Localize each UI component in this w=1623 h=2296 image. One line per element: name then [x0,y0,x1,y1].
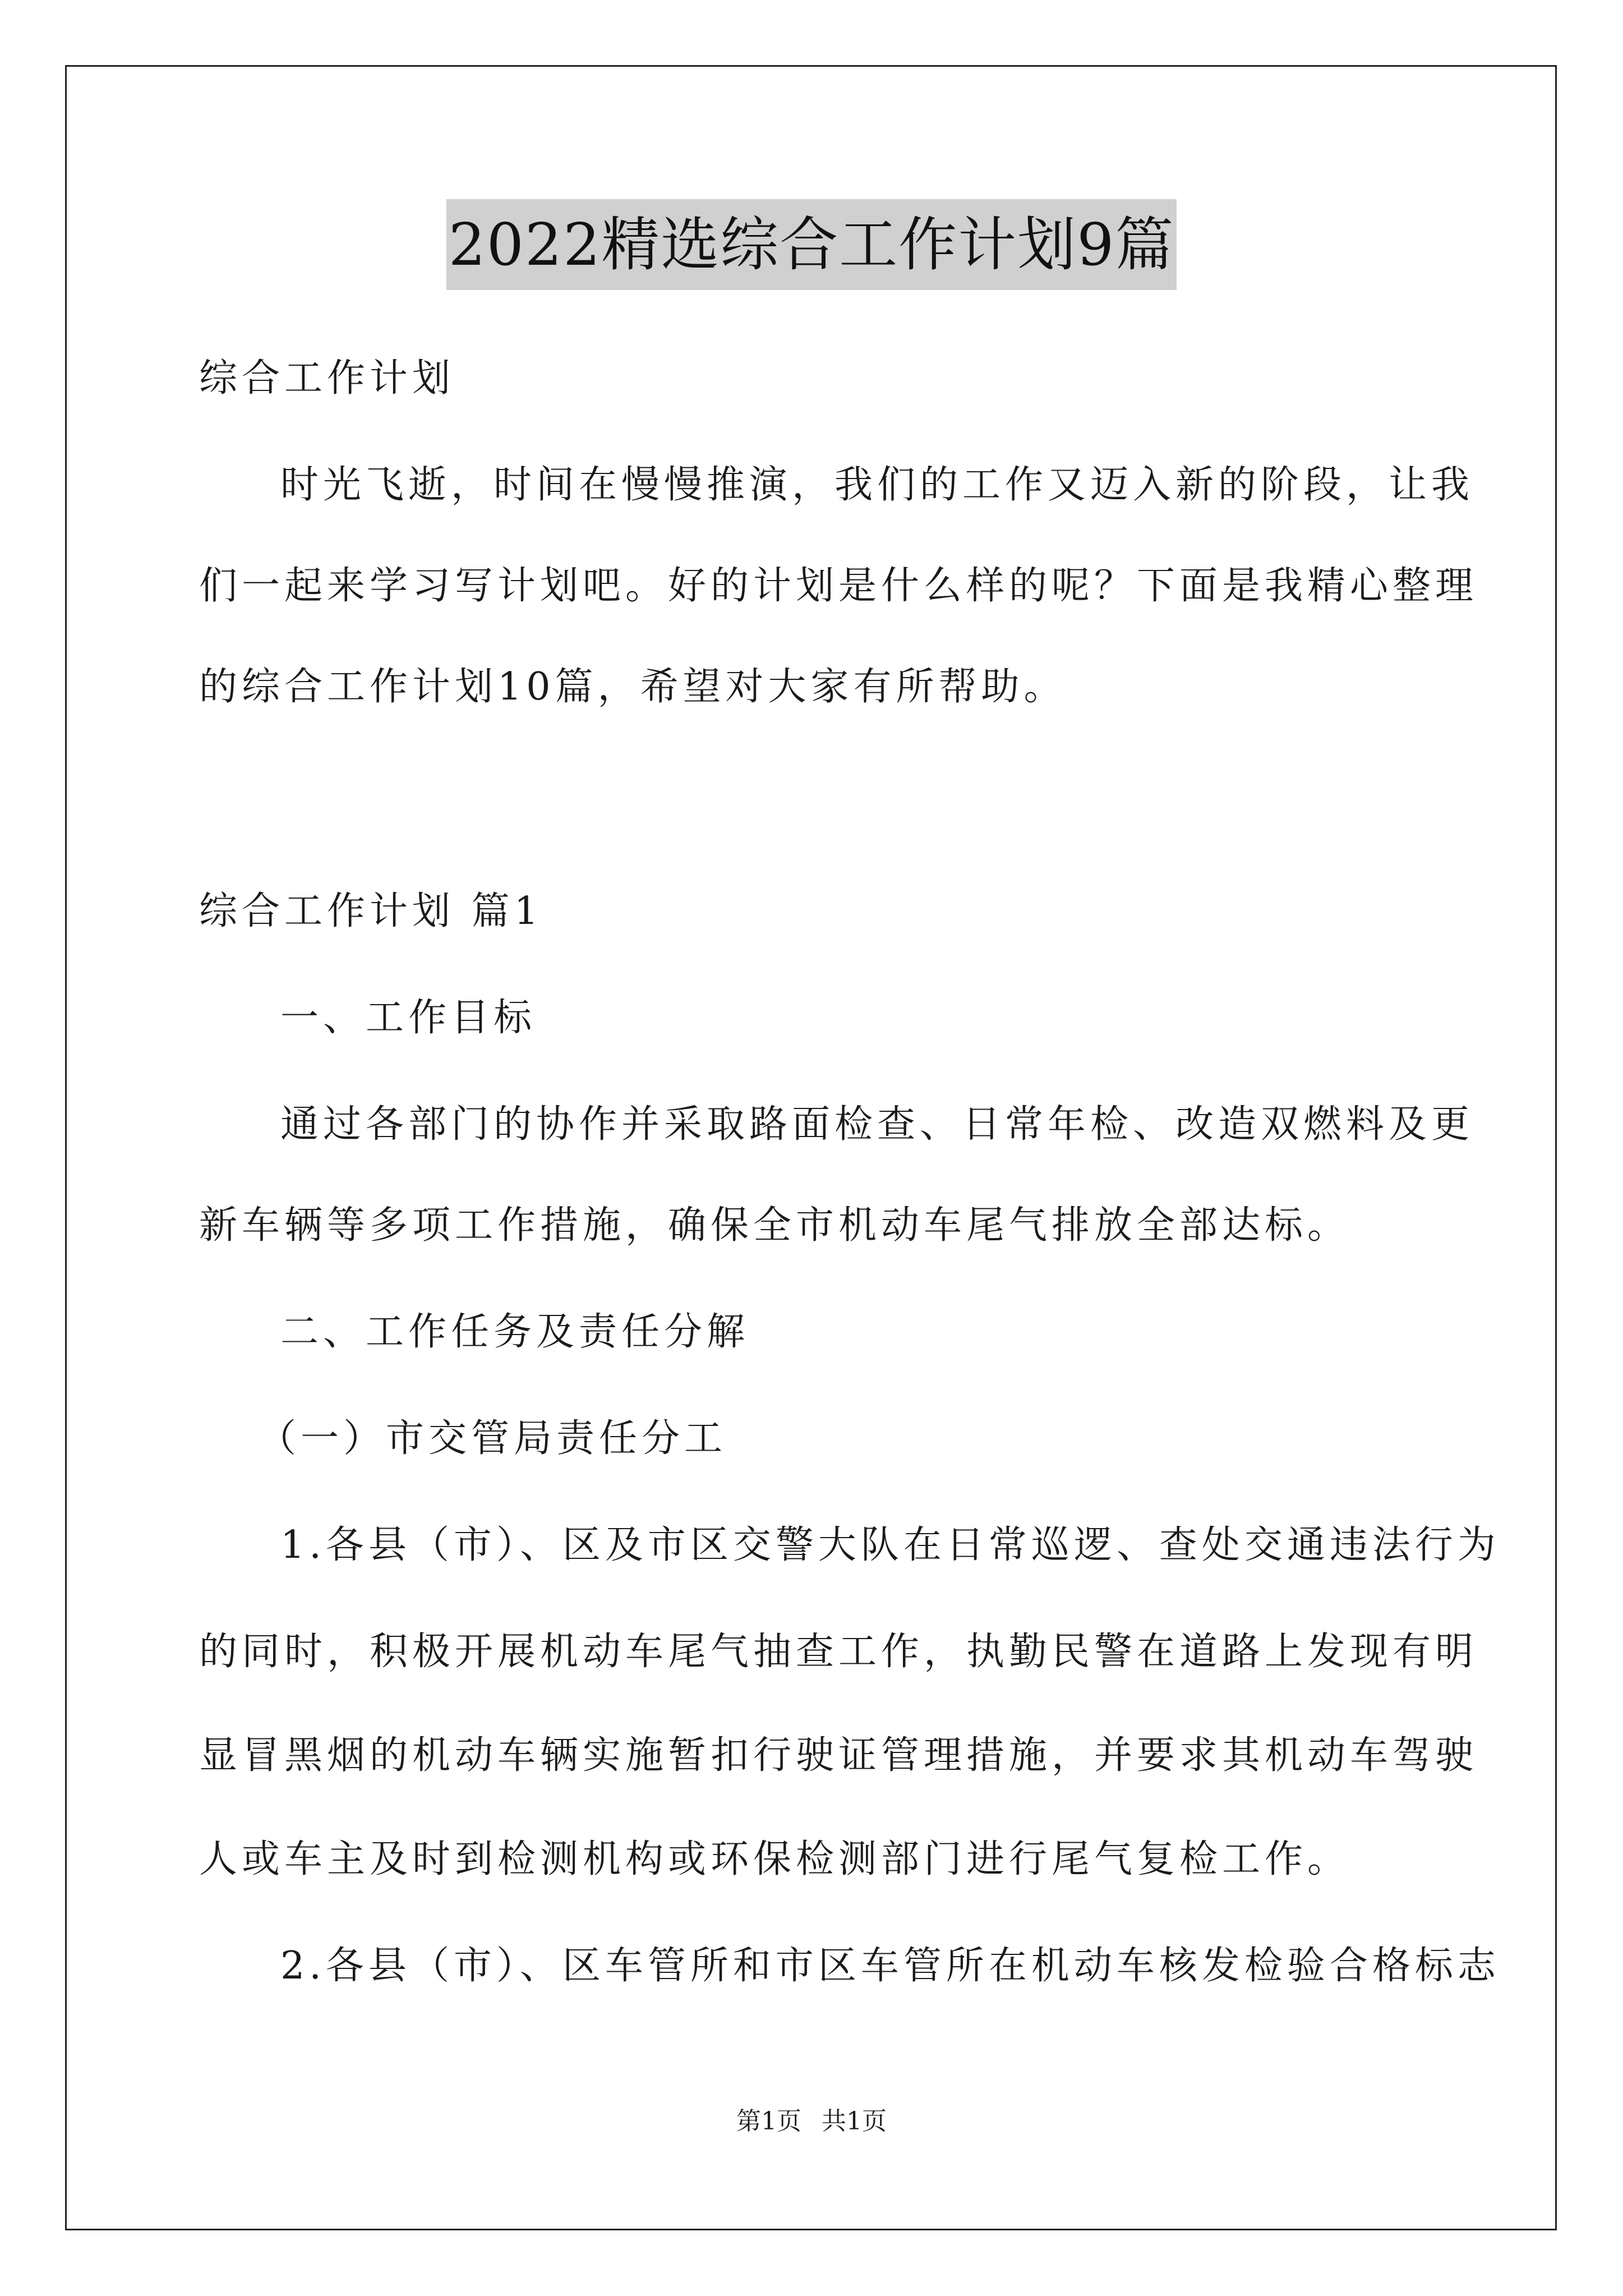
body-line-4: 二、工作任务及责任分解 [280,1310,750,1354]
page-total: 共1页 [822,2107,887,2136]
body-line-2: 通过各部门的协作并采取路面检查、日常年检、改造双燃料及更 [280,1102,1474,1147]
title-wrap [0,199,1623,290]
intro-heading: 综合工作计划 [199,356,455,401]
document-title: 2022精选综合工作计划9篇 [446,199,1177,290]
body-line-10: 2.各县（市）、区车管所和市区车管所在机动车核发检验合格标志 [280,1944,1500,1988]
body-line-1: 一、工作目标 [280,996,537,1040]
body-line-6: 1.各县（市）、区及市区交警大队在日常巡逻、查处交通违法行为 [280,1523,1500,1567]
intro-line-2: 们一起来学习写计划吧。好的计划是什么样的呢？下面是我精心整理 [199,564,1478,608]
section-heading: 综合工作计划 篇1 [199,889,543,933]
intro-line-3: 的综合工作计划10篇，希望对大家有所帮助。 [199,665,1067,709]
body-line-9: 人或车主及时到检测机构或环保检测部门进行尾气复检工作。 [199,1837,1350,1881]
body-line-5: （一）市交管局责任分工 [258,1416,727,1461]
body-line-7: 的同时，积极开展机动车尾气抽查工作，执勤民警在道路上发现有明 [199,1630,1478,1674]
intro-line-1: 时光飞逝，时间在慢慢推演，我们的工作又迈入新的阶段，让我 [280,463,1474,507]
page-footer [0,2101,1623,2137]
page-number: 第1页 [736,2107,801,2136]
body-line-8: 显冒黑烟的机动车辆实施暂扣行驶证管理措施，并要求其机动车驾驶 [199,1733,1478,1778]
body-line-3: 新车辆等多项工作措施，确保全市机动车尾气排放全部达标。 [199,1203,1350,1248]
